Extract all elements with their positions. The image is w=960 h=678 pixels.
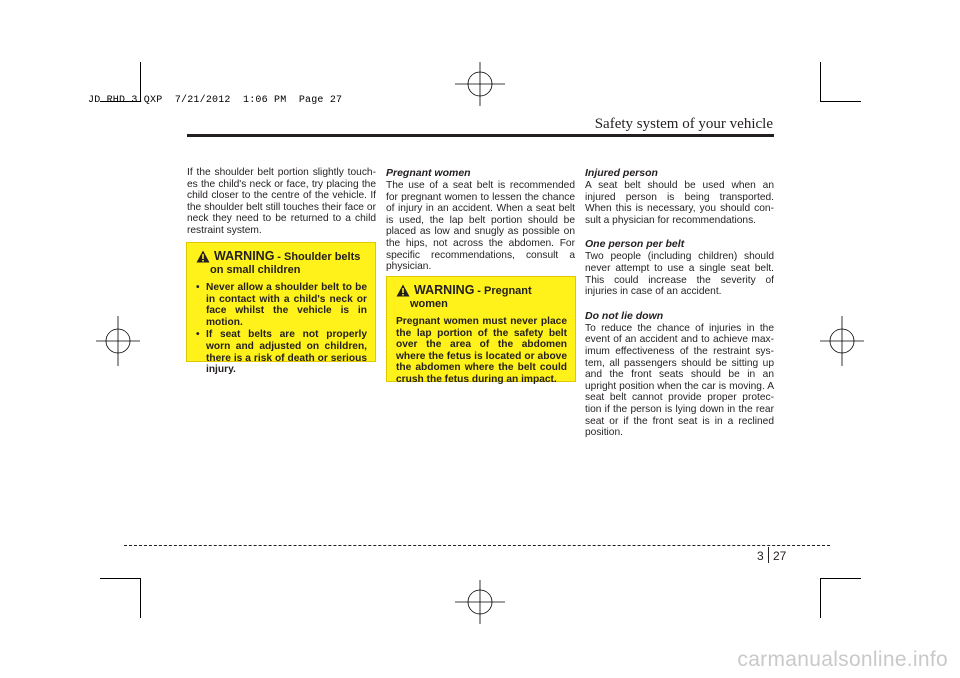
column-2 (386, 167, 575, 273)
header-rule (187, 134, 774, 137)
page-number: 27 (773, 549, 787, 563)
warning-triangle-icon (396, 284, 410, 297)
warning-word: WARNING (214, 249, 275, 263)
warning-title (196, 250, 367, 277)
warning-box-pregnant-women (386, 276, 576, 385)
registration-mark-top (455, 62, 505, 106)
warning-item: • If seat belts are not properly worn and adjusted on children, there is a risk of death or serious injury. (196, 329, 367, 375)
column-1 (187, 167, 376, 237)
section-text: Two people (including children) should never attempt to use a single seat belt. This could increase the severity of injuries in case of an accident. (585, 251, 774, 298)
warning-subject: - Shoulder belts on small children (210, 251, 361, 276)
pregnant-women-paragraph: The use of a seat belt is recommended for pregnant women to lessen the chance of injury in an accident. When a seat belt is used, the lap belt portion should be placed as low and snugly as possible on the hips, not across the abdomen. For specific recommendations, consult a physician. (386, 180, 575, 273)
warning-box-shoulder-belts (186, 242, 376, 376)
warning-list (196, 282, 367, 376)
warning-triangle-icon (196, 250, 210, 263)
column-3 (585, 167, 774, 439)
pregnant-women-heading: Pregnant women (386, 167, 471, 179)
warning-text: Pregnant women must never place the lap portion of the safety belt over the area of the abdomen where the fetus is located or above the abdomen where the belt could crush the fetus during an impact. (396, 316, 567, 385)
print-job-header: JD RHD 3.QXP 7/21/2012 1:06 PM Page 27 (88, 95, 343, 106)
section-heading: One person per belt (585, 238, 685, 251)
shoulder-belt-paragraph: If the shoulder belt portion slightly touch-es the child's neck or face, try placing the child closer to the centre of the vehicle. If the shoulder belt still touches their face or neck they need to be returned to a child restraint system. (187, 167, 376, 236)
warning-title (396, 284, 567, 311)
section-heading: Injured person (585, 167, 658, 179)
watermark: carmanualsonline.info (737, 648, 948, 671)
warning-item: • Never allow a shoulder belt to be in contact with a child's neck or face whilst the vehicle is in motion. (196, 282, 367, 328)
warning-subject: - Pregnant women (410, 285, 532, 310)
section-text: A seat belt should be used when an injured person is being transported. When this is necessary, you should con-sult a physician for recommendations. (585, 180, 774, 226)
section-number: 3 (757, 549, 764, 563)
footer-rule (124, 545, 830, 546)
registration-mark-right (820, 316, 864, 366)
registration-mark-bottom (455, 580, 505, 624)
page-number-divider (768, 547, 769, 563)
warning-word: WARNING (414, 283, 475, 297)
section-title: Safety system of your vehicle (594, 116, 773, 132)
section-text: To reduce the chance of injuries in the event of an accident and to achieve max-imum effectiveness of the restraint sys-tem, all passengers should be sitting up and the front seats should be in an upright position when the car is moving. A seat belt cannot provide proper protec-tion if the person is lying down in the rear seat or if the front seat is in a reclined position. (585, 322, 774, 439)
section-heading: Do not lie down (585, 309, 664, 322)
registration-mark-left (96, 316, 140, 366)
